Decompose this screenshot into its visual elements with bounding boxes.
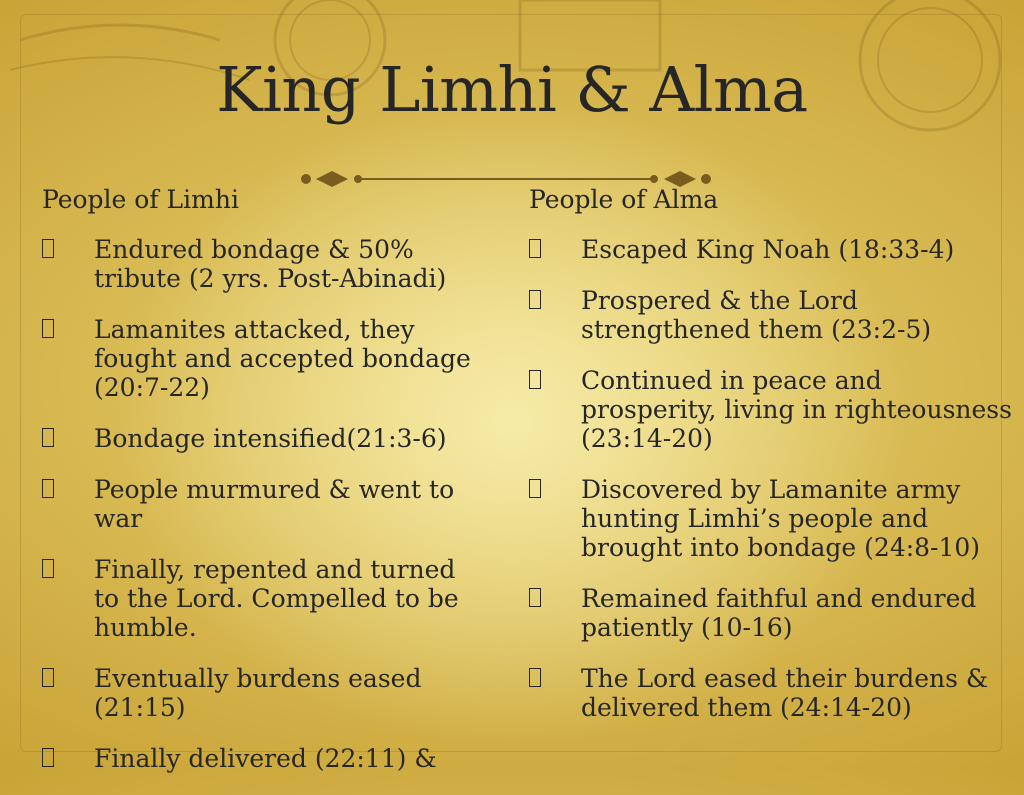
- list-item-line: tribute (2 yrs. Post-Abinadi): [94, 264, 447, 293]
- limhi-list: [42, 235, 482, 773]
- bullet-icon: [529, 370, 541, 389]
- list-item-line: Endured bondage & 50%: [94, 235, 414, 264]
- bullet-icon: [42, 559, 54, 578]
- list-item: [529, 664, 1009, 722]
- list-item: [42, 555, 482, 642]
- list-item-line: Finally delivered (22:11) &: [94, 744, 437, 773]
- list-item-line: Escaped King Noah (18:33-4): [581, 235, 955, 264]
- list-item-line: brought into bondage (24:8-10): [581, 533, 981, 562]
- list-item-line: Prospered & the Lord: [581, 286, 858, 315]
- list-item-line: war: [94, 504, 143, 533]
- bullet-icon: [42, 428, 54, 447]
- alma-list: [529, 235, 1012, 722]
- list-item-line: Lamanites attacked, they: [94, 315, 415, 344]
- list-item-line: hunting Limhi’s people and: [581, 504, 929, 533]
- list-item-line: delivered them (24:14-20): [581, 693, 912, 722]
- list-item-line: fought and accepted bondage: [94, 344, 471, 373]
- list-item: [42, 744, 482, 773]
- list-item-line: Finally, repented and turned: [94, 555, 456, 584]
- list-item: [42, 664, 482, 722]
- list-item: [529, 475, 1009, 562]
- list-item: [529, 584, 1009, 642]
- list-item-line: patiently (10-16): [581, 613, 793, 642]
- list-item-line: Remained faithful and endured: [581, 584, 977, 613]
- bullet-icon: [529, 479, 541, 498]
- list-item: [42, 424, 482, 453]
- bullet-icon: [529, 239, 541, 258]
- list-item-line: Bondage intensified(21:3-6): [94, 424, 447, 453]
- list-item-line: humble.: [94, 613, 197, 642]
- bullet-icon: [42, 239, 54, 258]
- list-item: [529, 286, 1009, 344]
- bullet-icon: [42, 748, 54, 767]
- list-item: [529, 366, 1012, 453]
- list-item: [42, 315, 482, 402]
- bullet-icon: [529, 588, 541, 607]
- bullet-icon: [42, 479, 54, 498]
- list-item: [42, 235, 482, 293]
- list-item-line: The Lord eased their burdens &: [581, 664, 989, 693]
- bullet-icon: [529, 668, 541, 687]
- alma-column: [529, 184, 1012, 744]
- limhi-heading: People of Limhi: [42, 185, 239, 214]
- slide-title: King Limhi & Alma: [216, 53, 808, 126]
- list-item: [42, 475, 482, 533]
- list-item-line: strengthened them (23:2-5): [581, 315, 932, 344]
- bullet-icon: [529, 290, 541, 309]
- list-item-line: to the Lord. Compelled to be: [94, 584, 459, 613]
- list-item-line: (20:7-22): [94, 373, 210, 402]
- list-item-line: prosperity, living in righteousness: [581, 395, 1012, 424]
- list-item-line: Continued in peace and: [581, 366, 882, 395]
- list-item: [529, 235, 1009, 264]
- alma-heading: People of Alma: [529, 185, 719, 214]
- list-item-line: Eventually burdens eased: [94, 664, 422, 693]
- bullet-icon: [42, 668, 54, 687]
- list-item-line: People murmured & went to: [94, 475, 455, 504]
- list-item-line: Discovered by Lamanite army: [581, 475, 961, 504]
- limhi-column: [42, 184, 482, 795]
- list-item-line: (21:15): [94, 693, 186, 722]
- list-item-line: (23:14-20): [581, 424, 713, 453]
- bullet-icon: [42, 319, 54, 338]
